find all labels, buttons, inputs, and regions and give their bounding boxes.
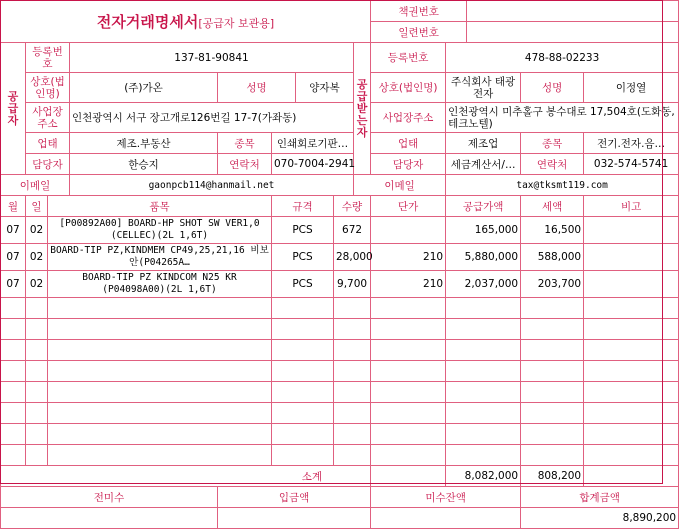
row-tax: 203,700: [521, 271, 584, 298]
supplier-address-label: 사업장주소: [26, 103, 70, 133]
supplier-email-label: 이메일: [1, 175, 70, 196]
empty-row: [1, 298, 679, 319]
supplier-company-label: 상호(법인명): [26, 73, 70, 103]
row-note: [584, 217, 679, 244]
row-day: 02: [26, 217, 48, 244]
row-tax: 16,500: [521, 217, 584, 244]
supplier-business-item: 인쇄회로기판…: [272, 133, 354, 154]
col-day: 일: [26, 196, 48, 217]
row-unit-price: 210: [371, 244, 446, 271]
col-item: 품목: [48, 196, 272, 217]
serial-no-label: 일련번호: [371, 22, 467, 43]
received-label: 입금액: [218, 487, 371, 508]
empty-row: [1, 445, 679, 466]
receiver-address: 인천광역시 미추홀구 봉수대로 17,504호(도화동,테크노텔): [446, 103, 679, 133]
supplier-business-type-label: 업태: [26, 133, 70, 154]
receiver-business-type-label: 업태: [371, 133, 446, 154]
title-sub: [공급자 보관용]: [198, 17, 275, 30]
subtotal-label: 소계: [1, 466, 371, 487]
receiver-side-label: [354, 43, 371, 175]
receiver-manager-label: 담당자: [371, 154, 446, 175]
supplier-email: gaonpcb114@hanmail.net: [70, 175, 354, 196]
empty-row: [1, 319, 679, 340]
receiver-name: 이정열: [584, 73, 679, 103]
subtotal-supply: 8,082,000: [446, 466, 521, 487]
title-main: 전자거래명세서: [96, 13, 199, 31]
row-note: [584, 271, 679, 298]
receiver-manager: 세금계산서/…: [446, 154, 521, 175]
empty-row: [1, 424, 679, 445]
supplier-manager: 한승지: [70, 154, 218, 175]
supplier-contact-label: 연락처: [218, 154, 272, 175]
receiver-reg-no-label: 등록번호: [371, 43, 446, 73]
unpaid-balance-value: [371, 508, 521, 529]
row-note: [584, 244, 679, 271]
row-day: 02: [26, 271, 48, 298]
row-unit-price: 210: [371, 271, 446, 298]
receiver-business-item: 전기.전자.음…: [584, 133, 679, 154]
receiver-contact: 032-574-5741: [584, 154, 679, 175]
supplier-side-label: [1, 43, 26, 175]
document-title: [1, 1, 371, 43]
row-qty: 28,000: [334, 244, 371, 271]
row-supply-value: 2,037,000: [446, 271, 521, 298]
table-row: [1, 271, 679, 298]
supplier-business-type: 제조.부동산: [70, 133, 218, 154]
receiver-business-item-label: 종목: [521, 133, 584, 154]
col-supply-value: 공급가액: [446, 196, 521, 217]
col-tax: 세액: [521, 196, 584, 217]
receiver-company-label: 상호(법인명): [371, 73, 446, 103]
row-month: 07: [1, 244, 26, 271]
empty-row: [1, 361, 679, 382]
row-unit-price: [371, 217, 446, 244]
unpaid-balance-label: 미수잔액: [371, 487, 521, 508]
row-item: BOARD-TIP PZ,KINDMEM CP49,25,21,16 비보안(P04265A…: [48, 244, 272, 271]
receiver-company: 주식회사 태광전자: [446, 73, 521, 103]
table-row: [1, 244, 679, 271]
col-qty: 수량: [334, 196, 371, 217]
receiver-email: tax@tksmt119.com: [446, 175, 679, 196]
col-spec: 규격: [272, 196, 334, 217]
supplier-business-item-label: 종목: [218, 133, 272, 154]
receiver-contact-label: 연락처: [521, 154, 584, 175]
col-month: 월: [1, 196, 26, 217]
row-spec: PCS: [272, 271, 334, 298]
row-supply-value: 5,880,000: [446, 244, 521, 271]
row-qty: 672: [334, 217, 371, 244]
unpaid-prev-value: [1, 508, 218, 529]
supplier-manager-label: 담당자: [26, 154, 70, 175]
serial-no-value: [467, 22, 679, 43]
empty-row: [1, 382, 679, 403]
empty-row: [1, 340, 679, 361]
row-month: 07: [1, 271, 26, 298]
grand-total-value: 8,890,200: [521, 508, 679, 529]
receiver-email-label: 이메일: [354, 175, 446, 196]
supplier-company: (주)가온: [70, 73, 218, 103]
book-no-label: 책권번호: [371, 1, 467, 22]
receiver-side-text: 공급받는자: [356, 77, 368, 139]
subtotal-tax: 808,200: [521, 466, 584, 487]
row-qty: 9,700: [334, 271, 371, 298]
supplier-name-label: 성명: [218, 73, 296, 103]
row-item: [P00892A00] BOARD-HP SHOT SW VER1,0 (CELLEC)(2L 1,6T): [48, 217, 272, 244]
supplier-address: 인천광역시 서구 장고개로126번길 17-7(가좌동): [70, 103, 354, 133]
receiver-name-label: 성명: [521, 73, 584, 103]
row-spec: PCS: [272, 217, 334, 244]
supplier-reg-no: 137-81-90841: [70, 43, 354, 73]
row-supply-value: 165,000: [446, 217, 521, 244]
row-month: 07: [1, 217, 26, 244]
book-no-value: [467, 1, 679, 22]
receiver-business-type: 제조업: [446, 133, 521, 154]
subtotal-spacer: [371, 466, 446, 487]
row-day: 02: [26, 244, 48, 271]
unpaid-prev-label: 전미수: [1, 487, 218, 508]
table-row: [1, 217, 679, 244]
supplier-reg-no-label: 등록번호: [26, 43, 70, 73]
receiver-address-label: 사업장주소: [371, 103, 446, 133]
received-value: [218, 508, 371, 529]
row-item: BOARD-TIP PZ KINDCOM N25 KR (P04098A00)(2L 1,6T): [48, 271, 272, 298]
supplier-contact: 070-7004-2941: [272, 154, 354, 175]
col-note: 비고: [584, 196, 679, 217]
supplier-side-text: 공급자: [7, 89, 19, 127]
receiver-reg-no: 478-88-02233: [446, 43, 679, 73]
grand-total-label: 합계금액: [521, 487, 679, 508]
supplier-name: 양자복: [296, 73, 354, 103]
row-tax: 588,000: [521, 244, 584, 271]
subtotal-note: [584, 466, 679, 487]
col-unit-price: 단가: [371, 196, 446, 217]
empty-row: [1, 403, 679, 424]
row-spec: PCS: [272, 244, 334, 271]
